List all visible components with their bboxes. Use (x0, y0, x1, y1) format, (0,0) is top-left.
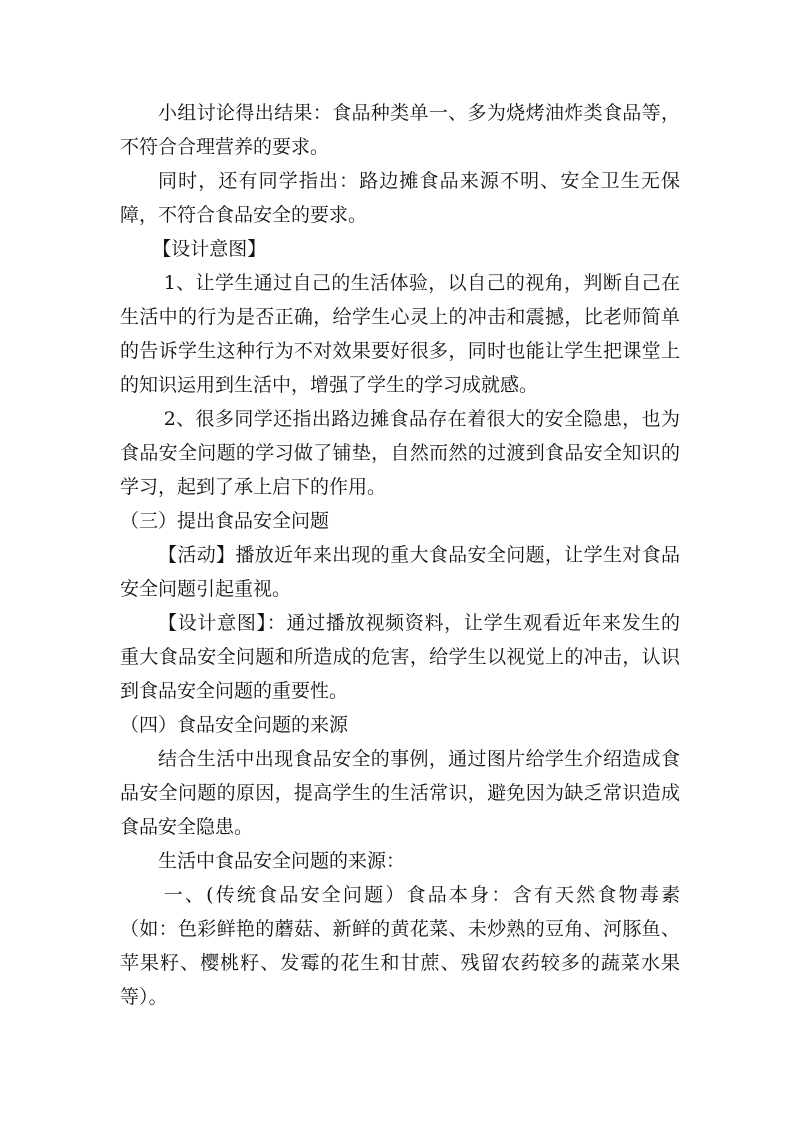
heading-design-intent: 【设计意图】 (152, 238, 267, 260)
section-heading-4: （四）食品安全问题的来源 (120, 714, 349, 736)
section-heading-3: （三）提出食品安全问题 (120, 510, 330, 532)
paragraph-discussion-result: 小组讨论得出结果：食品种类单一、多为烧烤油炸类食品等，不符合合理营养的要求。 (120, 102, 680, 158)
paragraph-traditional-sources: 一、(传统食品安全问题）食品本身：含有天然食物毒素（如：色彩鲜艳的蘑菇、新鲜的黄花菜、未炒熟的豆角、河豚鱼、苹果籽、樱桃籽、发霉的花生和甘蔗、残留农药较多的蔬菜水果等）。 (120, 884, 680, 1008)
paragraph-sources-intro: 生活中食品安全问题的来源： (158, 850, 406, 872)
document-body (120, 96, 680, 1014)
paragraph-life-examples: 结合生活中出现食品安全的事例，通过图片给学生介绍造成食品安全问题的原因，提高学生的生活常识，避免因为缺乏常识造成食品安全隐患。 (120, 748, 680, 838)
paragraph-design-intent-2: 2、很多同学还指出路边摊食品存在着很大的安全隐患，也为食品安全问题的学习做了铺垫，自然而然的过渡到食品安全知识的学习，起到了承上启下的作用。 (120, 408, 680, 498)
paragraph-activity: 【活动】播放近年来出现的重大食品安全问题，让学生对食品安全问题引起重视。 (120, 544, 680, 600)
paragraph-design-intent-1: 1、让学生通过自己的生活体验，以自己的视角，判断自己在生活中的行为是否正确，给学生心灵上的冲击和震撼，比老师简单的告诉学生这种行为不对效果要好很多，同时也能让学生把课堂上的知识运用到生活中，增强了学生的学习成就感。 (120, 272, 680, 396)
paragraph-roadside-food: 同时，还有同学指出：路边摊食品来源不明、安全卫生无保障，不符合食品安全的要求。 (120, 170, 680, 226)
paragraph-design-intent-video: 【设计意图】：通过播放视频资料，让学生观看近年来发生的重大食品安全问题和所造成的危害，给学生以视觉上的冲击，认识到食品安全问题的重要性。 (120, 612, 680, 702)
